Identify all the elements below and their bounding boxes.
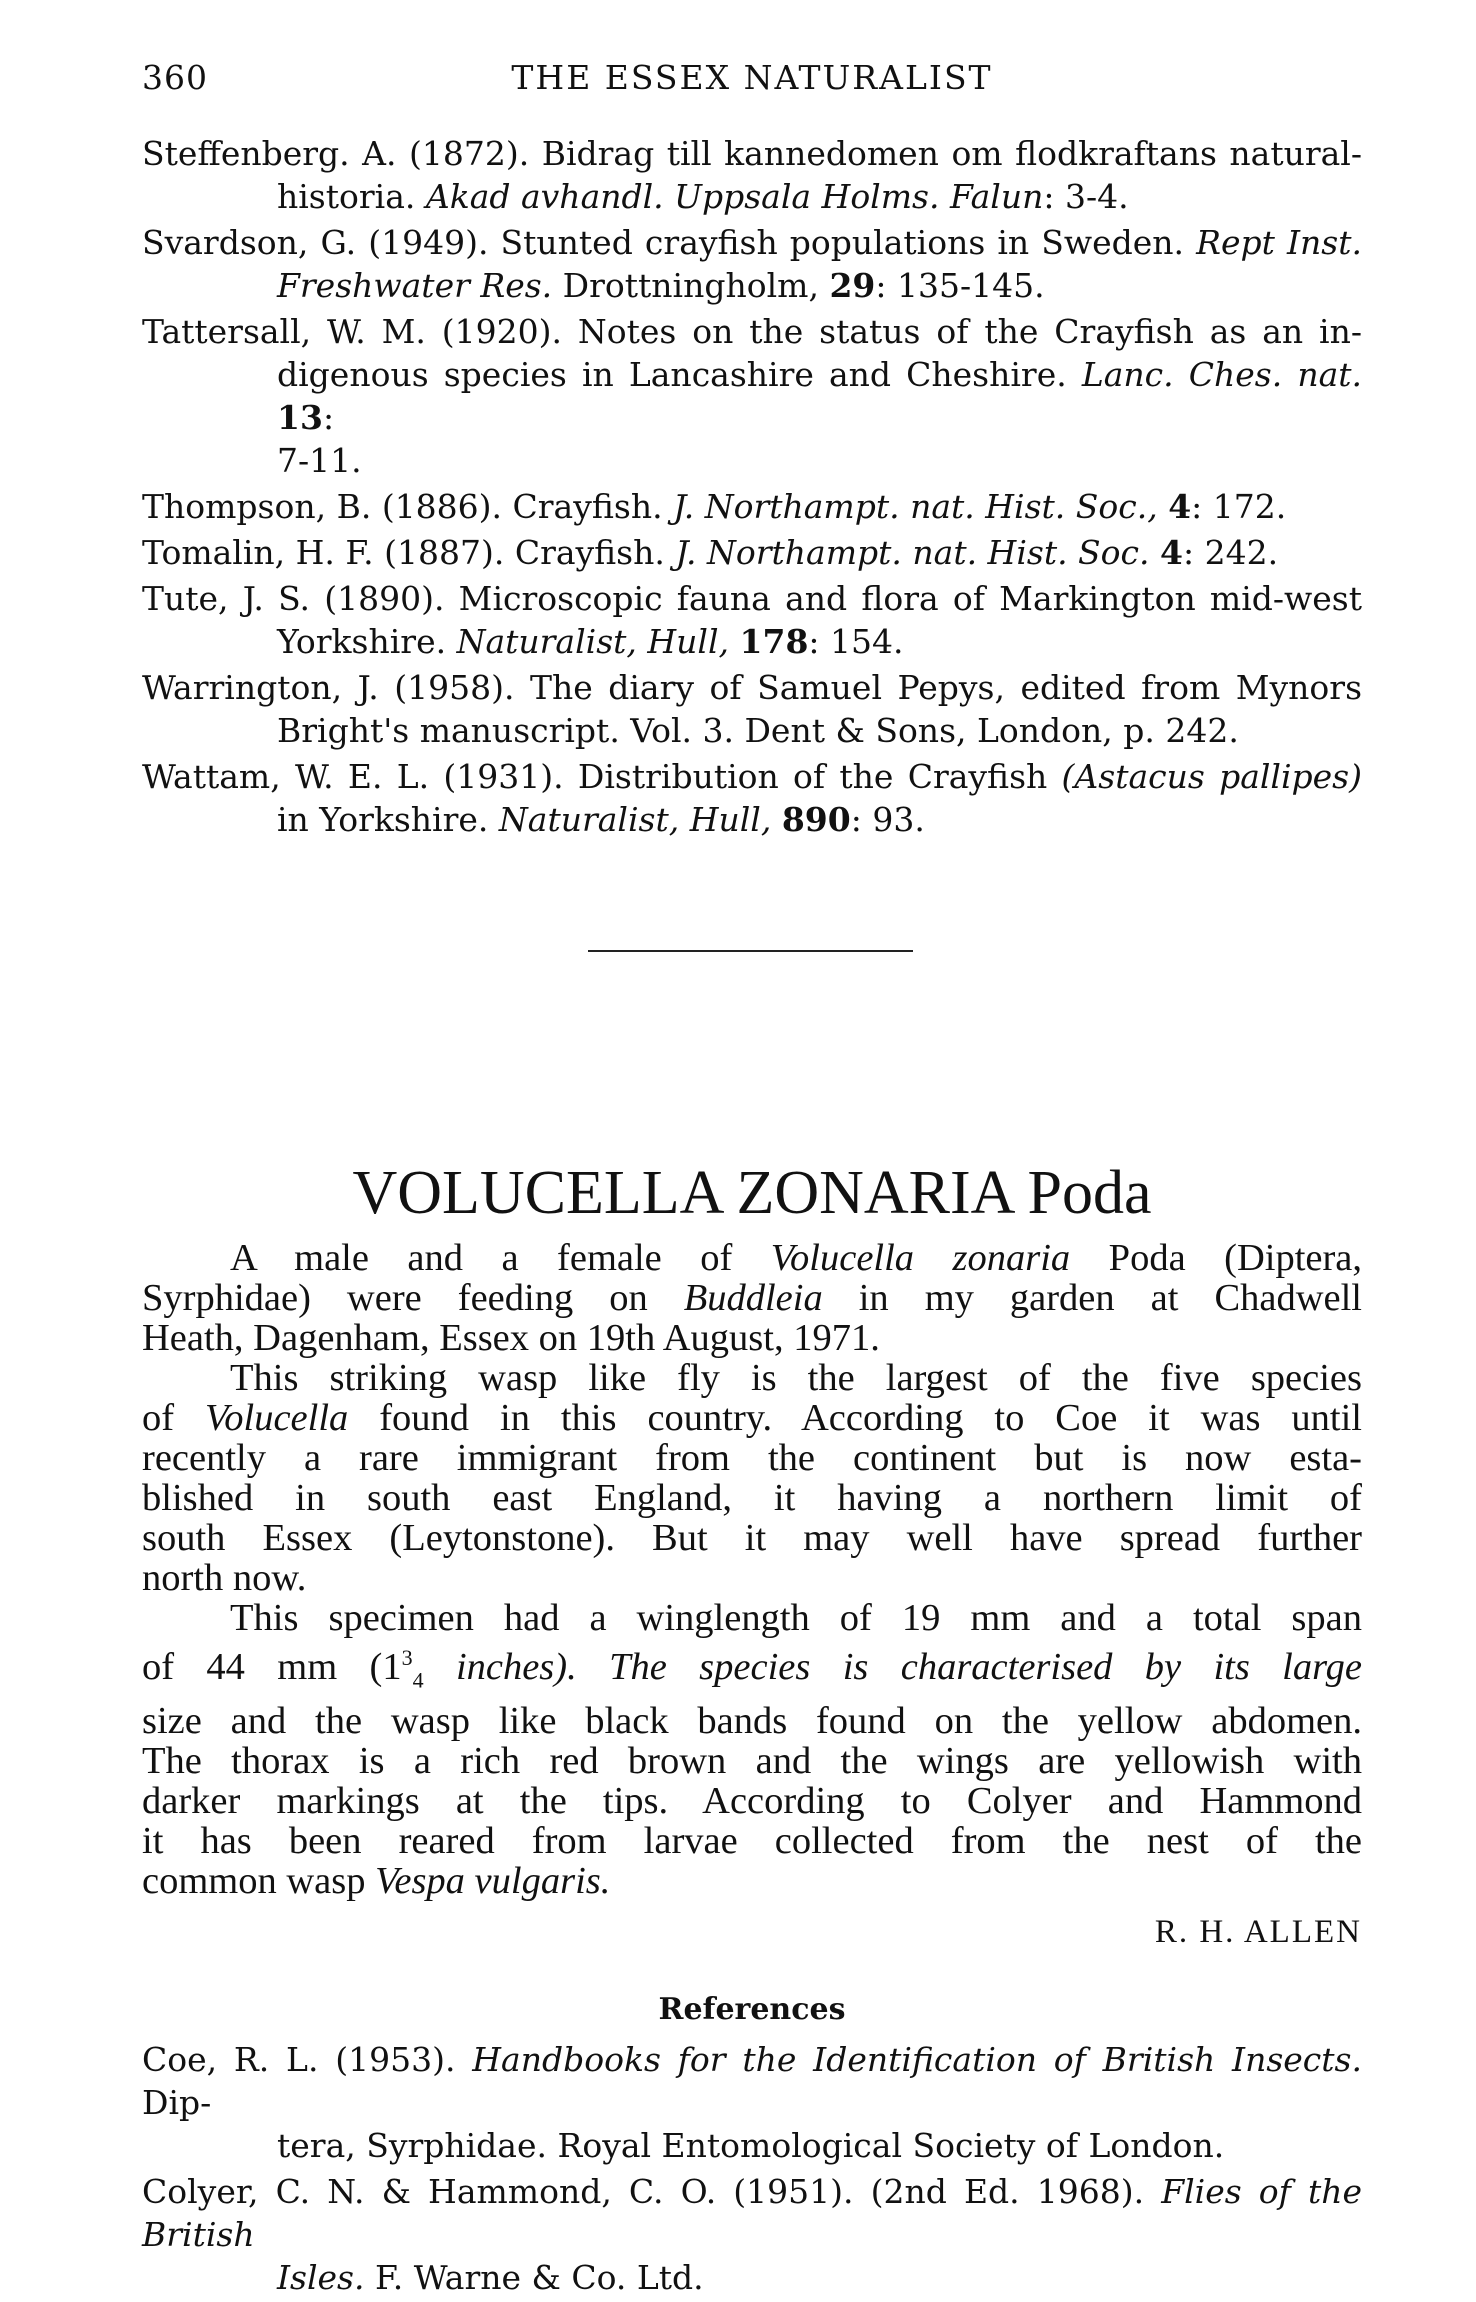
running-head: THE ESSEX NATURALIST bbox=[511, 58, 993, 97]
reference-entry: Thompson, B. (1886). Crayfish. J. Northampt. nat. Hist. Soc., 4: 172. bbox=[142, 487, 1287, 526]
reference-list bbox=[142, 2038, 1362, 2302]
page-number: 360 bbox=[142, 58, 208, 97]
reference-entry: Warrington, J. (1958). The diary of Samuel Pepys, edited from Mynors Bright's manuscript. Vol. 3. Dent & Sons, London, p. 242. bbox=[142, 668, 1362, 750]
reference-entry: Tattersall, W. M. (1920). Notes on the status of the Crayfish as an in- digenous species in Lancashire and Cheshire. Lanc. Ches. nat. 13: 7-11. bbox=[142, 312, 1362, 480]
reference-entry: Svardson, G. (1949). Stunted crayfish populations in Sweden. Rept Inst. Freshwater Res. Drottningholm, 29: 135-145. bbox=[142, 223, 1362, 305]
section-divider bbox=[588, 950, 913, 952]
references-heading: References bbox=[658, 1992, 846, 2027]
page-header bbox=[142, 58, 1362, 108]
reference-entry: Coe, R. L. (1953). Handbooks for the Identification of British Insects. Dip- tera, Syrphidae. Royal Entomological Society of London. bbox=[142, 2040, 1362, 2165]
article-body bbox=[142, 1238, 1362, 1901]
paragraph-3: This specimen had a winglength of 19 mm and a total span of 44 mm ($1^3_4$ inches). The species is characterised by its large size and the wasp like black bands found on the yellow abdomen. The thorax is a rich red brown and the wings are yellowish with darker markings at the tips. According to Colyer and Hammond it has been reared from larvae collected from the nest of the common wasp Vespa vulgaris. bbox=[142, 1597, 1363, 1902]
paragraph-1: A male and a female of Volucella zonaria Poda (Diptera, Syrphidae) were feeding on Buddleia in my garden at Chadwell Heath, Dagenham, Essex on 19th August, 1971. bbox=[142, 1237, 1363, 1359]
reference-entry: Steffenberg. A. (1872). Bidrag till kannedomen om flodkraftans natural- historia. Akad avhandl. Uppsala Holms. Falun: 3-4. bbox=[142, 134, 1362, 216]
paragraph-2: This striking wasp like fly is the largest of the five species of Volucella found in this country. According to Coe it was until recently a rare immigrant from the continent but is now esta- blished in south east England, it having a northern limit of south Essex (Leytonstone). But it may well have spread further north now. bbox=[142, 1357, 1362, 1599]
reference-entry: Tomalin, H. F. (1887). Crayfish. J. Northampt. nat. Hist. Soc. 4: 242. bbox=[142, 533, 1279, 572]
author-signature: R. H. ALLEN bbox=[1154, 1914, 1362, 1950]
reference-entry: Wattam, W. E. L. (1931). Distribution of the Crayfish (Astacus pallipes) in Yorkshire. Naturalist, Hull, 890: 93. bbox=[142, 757, 1362, 839]
reference-entry: Colyer, C. N. & Hammond, C. O. (1951). (2nd Ed. 1968). Flies of the British Isles. F. Warne & Co. Ltd. bbox=[142, 2172, 1363, 2297]
article-title: VOLUCELLA ZONARIA Poda bbox=[352, 1159, 1152, 1227]
reference-list-continued bbox=[142, 132, 1362, 844]
reference-entry: Tute, J. S. (1890). Microscopic fauna and flora of Markington mid-west Yorkshire. Naturalist, Hull, 178: 154. bbox=[142, 579, 1362, 661]
